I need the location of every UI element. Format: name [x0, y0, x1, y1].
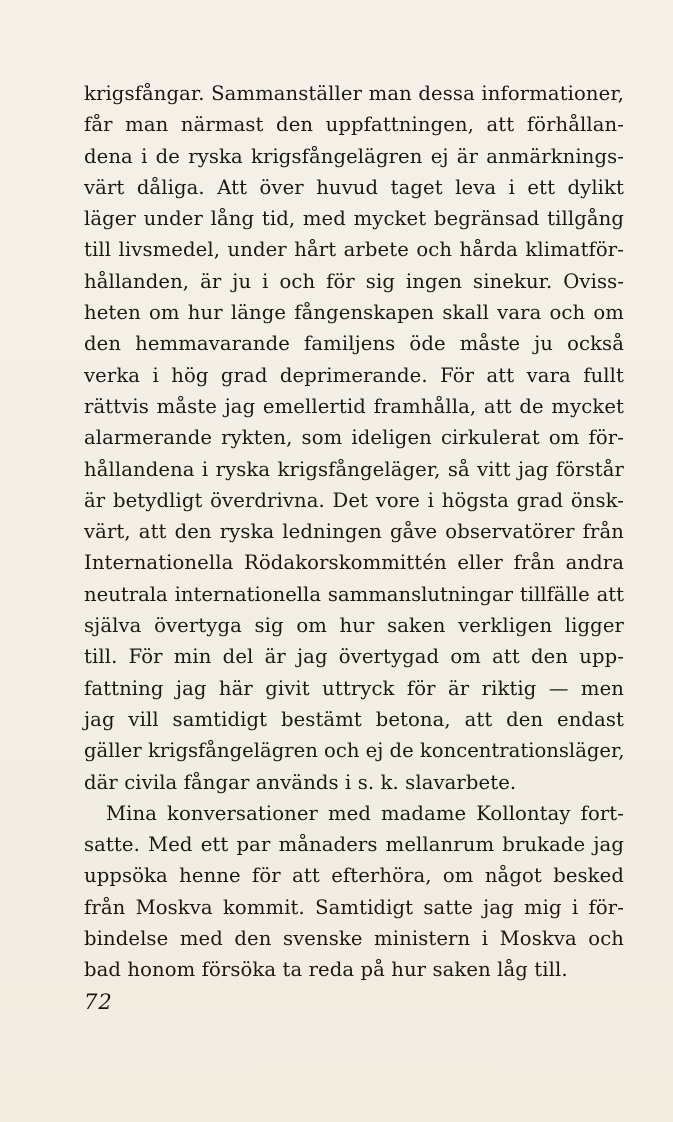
text-line: satte. Med ett par månaders mellanrum brukade jag — [84, 833, 624, 857]
text-line: uppsöka henne för att efterhöra, om något besked — [84, 864, 624, 888]
text-line: krigsfångar. Sammanställer man dessa informationer, — [84, 82, 624, 105]
page-number: 72 — [84, 990, 113, 1014]
text-line: dena i de ryska krigsfångelägren ej är anmärknings- — [84, 144, 624, 168]
text-line: jag vill samtidigt bestämt betona, att den endast — [84, 707, 624, 731]
paragraph — [84, 798, 624, 986]
text-line: verka i hög grad deprimerande. För att vara fullt — [84, 363, 624, 387]
text-line: heten om hur länge fångenskapen skall vara och om — [84, 301, 624, 325]
text-line: får man närmast den uppfattningen, att förhållan- — [84, 113, 624, 137]
text-line: till livsmedel, under hårt arbete och hårda klimatför- — [84, 238, 624, 262]
text-line: hållandena i ryska krigsfångeläger, så vitt jag förstår — [84, 457, 624, 481]
text-line: Internationella Rödakorskommittén eller från andra — [84, 551, 624, 575]
text-line: läger under lång tid, med mycket begränsad tillgång — [84, 207, 624, 231]
paragraph — [84, 78, 624, 798]
text-line: där civila fångar används i s. k. slavarbete. — [84, 770, 517, 794]
text-line: värt, att den ryska ledningen gåve observatörer från — [84, 520, 624, 544]
text-line: Mina konversationer med madame Kollontay fort- — [106, 801, 624, 825]
text-line: är betydligt överdrivna. Det vore i högsta grad önsk- — [84, 488, 624, 512]
text-line: bindelse med den svenske ministern i Moskva och — [84, 927, 624, 951]
text-line: hållanden, är ju i och för sig ingen sinekur. Oviss- — [84, 269, 624, 293]
text-line: alarmerande rykten, som ideligen cirkulerat om för- — [84, 426, 624, 450]
text-line: den hemmavarande familjens öde måste ju också — [84, 332, 624, 356]
text-line: fattning jag här givit uttryck för är riktig — men — [84, 676, 624, 700]
text-line: bad honom försöka ta reda på hur saken låg till. — [84, 958, 568, 982]
text-line: själva övertyga sig om hur saken verkligen ligger — [84, 614, 624, 638]
text-line: gäller krigsfångelägren och ej de koncentrationsläger, — [84, 739, 625, 763]
text-line: rättvis måste jag emellertid framhålla, att de mycket — [84, 394, 624, 418]
text-line: från Moskva kommit. Samtidigt satte jag mig i för- — [84, 895, 624, 919]
body-text — [84, 78, 624, 986]
text-line: till. För min del är jag övertygad om att den upp- — [84, 645, 624, 669]
text-line: värt dåliga. Att över huvud taget leva i ett dylikt — [84, 175, 624, 199]
text-line: neutrala internationella sammanslutningar tillfälle att — [84, 582, 624, 606]
